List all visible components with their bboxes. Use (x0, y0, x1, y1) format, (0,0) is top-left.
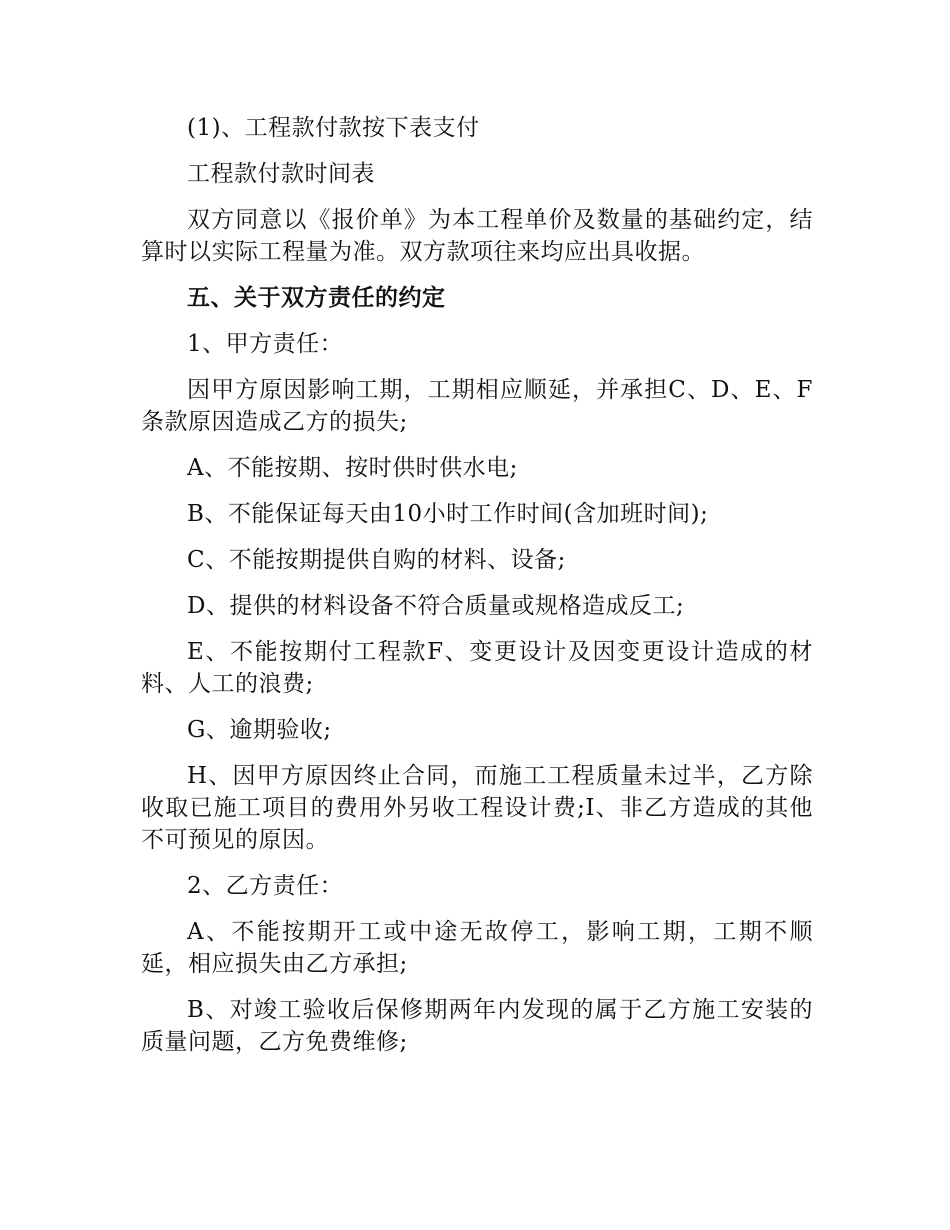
party-b-clause-a: A、不能按期开工或中途无故停工，影响工期，工期不顺延，相应损失由乙方承担; (141, 919, 813, 977)
party-b-clause-b: B、对竣工验收后保修期两年内发现的属于乙方施工安装的质量问题，乙方免费维修; (141, 997, 813, 1055)
payment-clause: (1)、工程款付款按下表支付 (187, 115, 480, 141)
clause-item-e-f: E、不能按期付工程款F、变更设计及因变更设计造成的材料、人工的浪费; (141, 639, 813, 697)
party-b-responsibility-heading: 2、乙方责任： (187, 873, 344, 899)
settlement-clause: 双方同意以《报价单》为本工程单价及数量的基础约定，结算时以实际工程量为准。双方款项往来均应出具收据。 (141, 207, 813, 265)
party-a-responsibility-heading: 1、甲方责任： (187, 331, 344, 357)
clause-item-a: A、不能按期、按时供时供水电; (187, 455, 518, 481)
clause-item-b: B、不能保证每天由10小时工作时间(含加班时间); (187, 501, 709, 527)
clause-item-c: C、不能按期提供自购的材料、设备; (187, 547, 566, 573)
clause-item-h-i: H、因甲方原因终止合同，而施工工程质量未过半，乙方除收取已施工项目的费用外另收工程设计费;I、非乙方造成的其他不可预见的原因。 (141, 763, 813, 853)
clause-item-g: G、逾期验收; (187, 717, 332, 743)
document-body (141, 112, 813, 1072)
payment-schedule-title: 工程款付款时间表 (187, 161, 375, 187)
clause-item-d: D、提供的材料设备不符合质量或规格造成反工; (187, 593, 685, 619)
party-a-delay-clause: 因甲方原因影响工期，工期相应顺延，并承担C、D、E、F条款原因造成乙方的损失; (141, 377, 813, 435)
section-heading-responsibilities: 五、关于双方责任的约定 (187, 285, 446, 311)
